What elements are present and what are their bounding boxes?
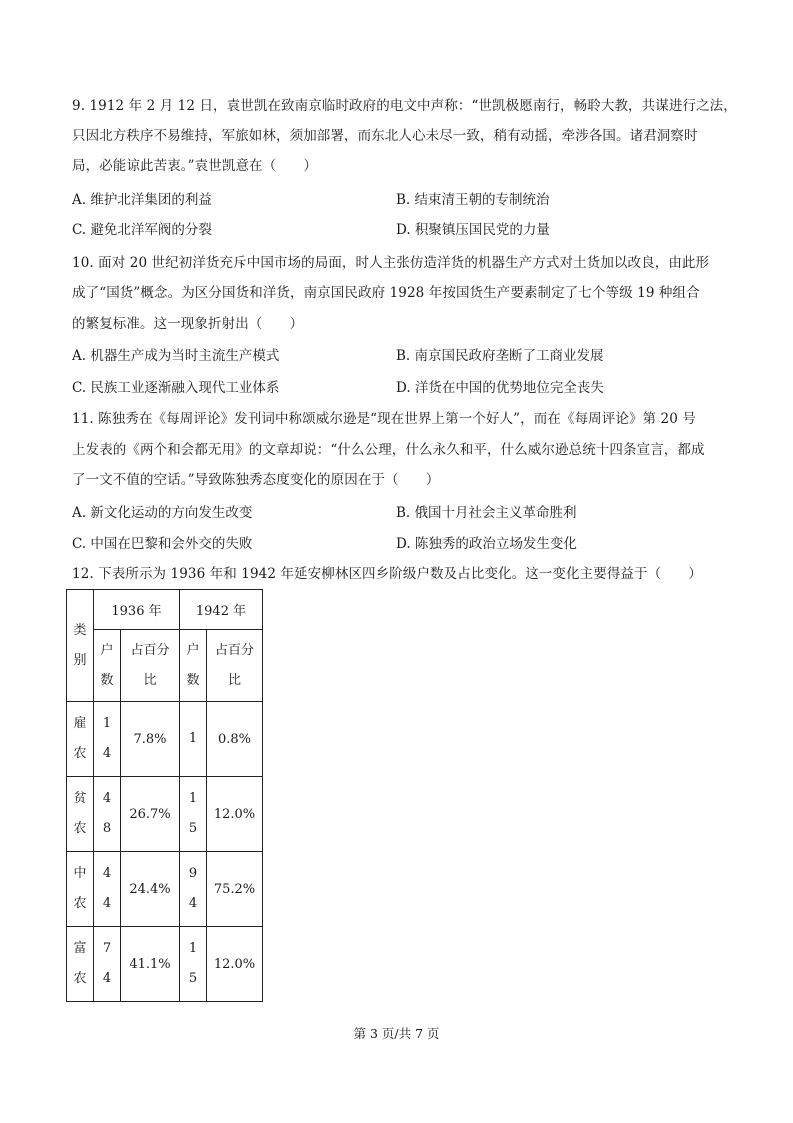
year-header-1936: 1936 年 [94,590,180,630]
sub-header-label: 占百分比 [130,642,170,688]
category-label: 中农 [73,866,87,911]
q10-option-a[interactable]: A. 机器生产成为当时主流生产模式 [72,348,280,364]
percent-1942: 0.8% [207,702,263,777]
q10-option-b[interactable]: B. 南京国民政府垄断了工商业发展 [396,348,604,364]
households-1936 [94,702,121,777]
sub-header-label: 户数 [100,642,114,688]
page-number-footer: 第 3 页/共 7 页 [353,1026,440,1041]
q9-option-b[interactable]: B. 结束清王朝的专制统治 [396,192,550,208]
sub-header [180,630,207,702]
households-1936 [94,852,121,927]
q11-option-b[interactable]: B. 俄国十月社会主义革命胜利 [396,505,577,521]
sub-header [94,630,121,702]
households-1942 [180,927,207,1002]
households-value: 15 [188,791,198,836]
q11-option-a[interactable]: A. 新文化运动的方向发生改变 [72,505,253,521]
q9-line-1: 9. 1912 年 2 月 12 日，袁世凯在致南京临时政府的电文中声称：“世凯极愿南行，畅聆大教，共谋进行之法， [72,98,737,114]
sub-header-label: 户数 [186,642,200,688]
households-value: 1 [188,731,198,746]
percent-1936: 26.7% [121,777,180,852]
households-value: 15 [188,941,198,986]
households-1936 [94,777,121,852]
category-cell [67,852,94,927]
q10-line-2: 成了“国货”概念。为区分国货和洋货，南京国民政府 1928 年按国货生产要素制定了七个等级 19 种组合 [72,285,700,301]
category-cell [67,702,94,777]
households-value: 74 [102,941,112,986]
households-value: 94 [188,866,198,911]
category-label: 富农 [73,941,87,986]
households-1942 [180,777,207,852]
q11-line-3: 了一文不值的空话。”导致陈独秀态度变化的原因在于（ ） [72,472,440,488]
q10-option-d[interactable]: D. 洋货在中国的优势地位完全丧失 [396,380,604,396]
corner-label: 类别 [73,622,87,668]
percent-1942: 75.2% [207,852,263,927]
households-value: 44 [102,866,112,911]
q9-line-3: 局，必能谅此苦衷。”袁世凯意在（ ） [72,158,318,174]
table-row [67,777,263,852]
households-1942 [180,852,207,927]
table-row [67,852,263,927]
year-header-1942: 1942 年 [180,590,263,630]
category-label: 雇农 [73,716,87,761]
sub-header [207,630,263,702]
q10-line-3: 的繁复标准。这一现象折射出（ ） [72,316,304,332]
q9-line-2: 只因北方秩序不易维持，军旅如林，须加部署，而东北人心未尽一致，稍有动摇，牵涉各国。诸君洞察时 [72,128,698,144]
percent-1936: 7.8% [121,702,180,777]
category-cell [67,777,94,852]
sub-header [121,630,180,702]
percent-1936: 41.1% [121,927,180,1002]
households-1936 [94,927,121,1002]
percent-1936: 24.4% [121,852,180,927]
q9-option-c[interactable]: C. 避免北洋军阀的分裂 [72,222,212,238]
q11-line-1: 11. 陈独秀在《每周评论》发刊词中称颂威尔逊是“现在世界上第一个好人”，而在《每周评论》第 20 号 [72,411,696,427]
category-cell [67,927,94,1002]
q9-option-d[interactable]: D. 积聚镇压国民党的力量 [396,222,550,238]
sub-header-label: 占百分比 [214,642,254,688]
households-value: 14 [102,716,112,761]
percent-1942: 12.0% [207,777,263,852]
q9-option-a[interactable]: A. 维护北洋集团的利益 [72,192,212,208]
table-row [67,702,263,777]
q10-option-c[interactable]: C. 民族工业逐渐融入现代工业体系 [72,380,280,396]
class-household-table [66,589,263,1002]
households-1942 [180,702,207,777]
category-label: 贫农 [73,791,87,836]
table-row [67,927,263,1002]
q12-line: 12. 下表所示为 1936 年和 1942 年延安柳林区四乡阶级户数及占比变化。这一变化主要得益于（ ） [72,566,703,582]
table-corner-header [67,590,94,702]
households-value: 48 [102,791,112,836]
q11-option-c[interactable]: C. 中国在巴黎和会外交的失败 [72,536,253,552]
q11-option-d[interactable]: D. 陈独秀的政治立场发生变化 [396,536,577,552]
q11-line-2: 上发表的《两个和会都无用》的文章却说：“什么公理，什么永久和平，什么威尔逊总统十四条宣言，都成 [72,442,705,458]
q10-line-1: 10. 面对 20 世纪初洋货充斥中国市场的局面，时人主张仿造洋货的机器生产方式对土货加以改良，由此形 [72,255,710,271]
percent-1942: 12.0% [207,927,263,1002]
